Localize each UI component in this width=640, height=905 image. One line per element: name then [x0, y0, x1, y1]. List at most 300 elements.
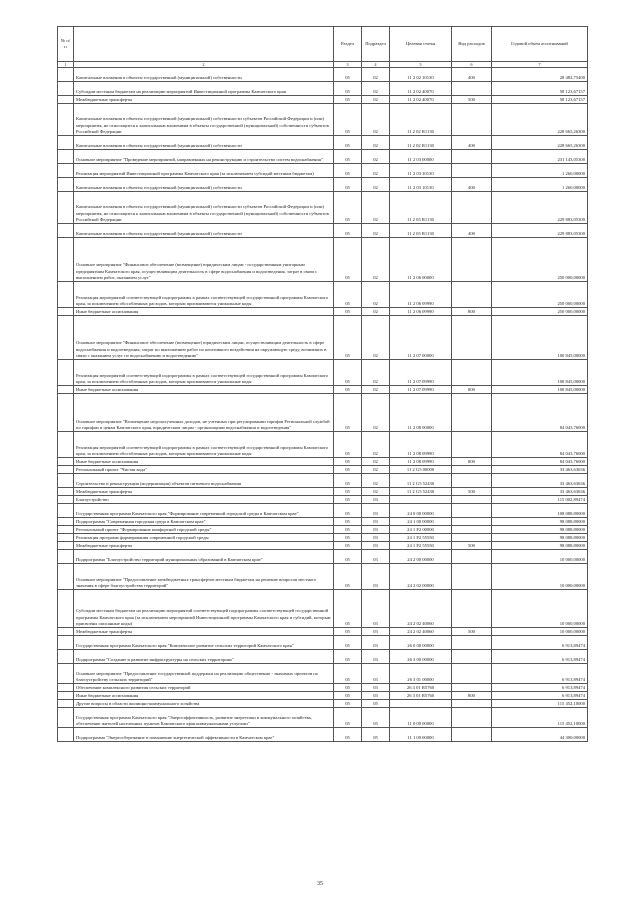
- row-amount-cell: 250 000,00000: [492, 308, 588, 316]
- row-section-cell: 05: [334, 104, 362, 136]
- header-target: Целевая статья: [390, 27, 452, 62]
- row-section-cell: 05: [334, 238, 362, 282]
- row-kind-cell: [452, 700, 492, 708]
- row-kind-cell: [452, 664, 492, 684]
- row-num-cell: [58, 692, 74, 700]
- row-section-cell: 05: [334, 164, 362, 178]
- table-row: [58, 82, 588, 96]
- row-num-cell: [58, 96, 74, 104]
- table-row: [58, 564, 588, 590]
- table-row: [58, 386, 588, 394]
- row-section-cell: 05: [334, 394, 362, 432]
- row-target-cell: 11 2 08 09990: [390, 432, 452, 458]
- row-amount-cell: 84 043,76000: [492, 432, 588, 458]
- row-name-cell: Капитальные вложения в объекты государственной (муниципальной) собственности субъектов Российской Федерации и (или) мероприятия, не относящиеся к капитальным вложениям в объекты государственной (муниципальной) собственности субъектов Российской Федерации: [74, 104, 334, 136]
- row-num-cell: [58, 224, 74, 238]
- row-num-cell: [58, 316, 74, 360]
- row-subsection-cell: 02: [362, 238, 390, 282]
- row-section-cell: 05: [334, 684, 362, 692]
- table-row: [58, 96, 588, 104]
- row-num-cell: [58, 68, 74, 82]
- row-num-cell: [58, 650, 74, 664]
- row-amount-cell: 98 088,80000: [492, 542, 588, 550]
- row-target-cell: 11 2 03 R1130: [390, 192, 452, 224]
- row-amount-cell: 84 043,76000: [492, 458, 588, 466]
- table-row: [58, 316, 588, 360]
- row-kind-cell: [452, 650, 492, 664]
- row-subsection-cell: 02: [362, 192, 390, 224]
- row-section-cell: 05: [334, 708, 362, 728]
- header-name: [74, 27, 334, 62]
- table-row: [58, 458, 588, 466]
- row-target-cell: 11 2 02 40070: [390, 82, 452, 96]
- table-row: [58, 150, 588, 164]
- row-num-cell: [58, 282, 74, 308]
- table-row: [58, 432, 588, 458]
- row-amount-cell: 84 043,76000: [492, 394, 588, 432]
- row-num-cell: [58, 178, 74, 192]
- row-amount-cell: 33 463,63636: [492, 466, 588, 474]
- row-target-cell: 24 1 F2 55550: [390, 534, 452, 542]
- row-target-cell: 11 2 07 09990: [390, 386, 452, 394]
- row-name-cell: Реализация мероприятий Инвестиционной программы Камчатского края (за исключением субсидий местным бюджетам): [74, 164, 334, 178]
- table-row: [58, 628, 588, 636]
- row-subsection-cell: 02: [362, 178, 390, 192]
- row-target-cell: 24 2 02 00000: [390, 564, 452, 590]
- row-num-cell: [58, 590, 74, 628]
- row-section-cell: 05: [334, 178, 362, 192]
- row-kind-cell: 800: [452, 458, 492, 466]
- row-kind-cell: [452, 466, 492, 474]
- row-num-cell: [58, 700, 74, 708]
- table-row: [58, 488, 588, 496]
- row-target-cell: 11 2 03 R1130: [390, 224, 452, 238]
- row-amount-cell: 10 000,00000: [492, 550, 588, 564]
- row-num-cell: [58, 496, 74, 504]
- row-kind-cell: 500: [452, 96, 492, 104]
- row-num-cell: [58, 564, 74, 590]
- row-subsection-cell: 02: [362, 394, 390, 432]
- row-target-cell: 11 2 08 00000: [390, 394, 452, 432]
- row-amount-cell: 6 913,89474: [492, 692, 588, 700]
- row-section-cell: 05: [334, 692, 362, 700]
- table-row: [58, 650, 588, 664]
- row-amount-cell: 6 913,89474: [492, 664, 588, 684]
- row-target-cell: 24 1 00 00000: [390, 518, 452, 526]
- row-name-cell: Обеспечение комплексного развития сельских территорий: [74, 684, 334, 692]
- header-total: Годовой объем ассигнований: [492, 27, 588, 62]
- row-num-cell: [58, 518, 74, 526]
- row-amount-cell: 10 000,00000: [492, 590, 588, 628]
- row-name-cell: Государственная программа Камчатского края "Формирование современной городской среды в Камчатском крае": [74, 504, 334, 518]
- row-amount-cell: 250 000,00000: [492, 238, 588, 282]
- table-row: [58, 192, 588, 224]
- row-section-cell: 05: [334, 636, 362, 650]
- row-subsection-cell: 03: [362, 684, 390, 692]
- row-kind-cell: [452, 474, 492, 488]
- colnum: 7: [492, 62, 588, 68]
- row-kind-cell: [452, 238, 492, 282]
- table-row: [58, 282, 588, 308]
- colnum: 1: [58, 62, 74, 68]
- row-amount-cell: 229 883,05300: [492, 224, 588, 238]
- table-row: [58, 590, 588, 628]
- row-target-cell: 24 1 F2 00000: [390, 526, 452, 534]
- table-row: [58, 550, 588, 564]
- row-section-cell: 05: [334, 526, 362, 534]
- row-target-cell: 26 3 01 R5760: [390, 692, 452, 700]
- row-num-cell: [58, 636, 74, 650]
- row-amount-cell: 98 088,80000: [492, 526, 588, 534]
- row-kind-cell: [452, 728, 492, 742]
- row-amount-cell: 108 088,80000: [492, 504, 588, 518]
- row-subsection-cell: 03: [362, 664, 390, 684]
- row-section-cell: 05: [334, 474, 362, 488]
- row-target-cell: 26 3 00 00000: [390, 650, 452, 664]
- row-kind-cell: [452, 708, 492, 728]
- row-name-cell: Государственная программа Камчатского края "Комплексное развитие сельских территорий Камчатского края": [74, 636, 334, 650]
- row-section-cell: 05: [334, 386, 362, 394]
- row-kind-cell: [452, 316, 492, 360]
- row-amount-cell: 100 845,00000: [492, 360, 588, 386]
- row-kind-cell: 400: [452, 224, 492, 238]
- row-target-cell: 11 2 02 R1130: [390, 136, 452, 150]
- row-amount-cell: 1 260,00000: [492, 164, 588, 178]
- table-row: [58, 164, 588, 178]
- row-target-cell: 11 2 02 40070: [390, 96, 452, 104]
- row-name-cell: Субсидии местным бюджетам на реализацию мероприятий Инвестиционной программы Камчатского края: [74, 82, 334, 96]
- row-name-cell: Реализация мероприятий соответствующей подпрограммы в рамках соответствующей государственной программы Камчатского края, за исключением обособленных расходов, которым присваиваются уникальные коды: [74, 282, 334, 308]
- row-subsection-cell: 03: [362, 526, 390, 534]
- row-section-cell: 05: [334, 518, 362, 526]
- row-target-cell: [390, 700, 452, 708]
- row-target-cell: 11 2 07 00000: [390, 316, 452, 360]
- row-kind-cell: 500: [452, 542, 492, 550]
- budget-table-sheet: [57, 26, 587, 742]
- row-name-cell: Капитальные вложения в объекты государственной (муниципальной) собственности: [74, 178, 334, 192]
- row-num-cell: [58, 534, 74, 542]
- row-amount-cell: 115 002,89474: [492, 496, 588, 504]
- row-name-cell: Подпрограмма "Создание и развитие инфраструктуры на сельских территориях": [74, 650, 334, 664]
- table-row: [58, 518, 588, 526]
- row-target-cell: [390, 496, 452, 504]
- row-num-cell: [58, 82, 74, 96]
- row-kind-cell: 800: [452, 308, 492, 316]
- row-section-cell: 05: [334, 432, 362, 458]
- row-num-cell: [58, 432, 74, 458]
- table-body: [58, 68, 588, 742]
- table-row: [58, 534, 588, 542]
- row-kind-cell: 500: [452, 628, 492, 636]
- row-subsection-cell: 05: [362, 728, 390, 742]
- row-name-cell: Основное мероприятие "Проведение мероприятий, направленных на реконструкцию и строительство систем водоснабжения": [74, 150, 334, 164]
- row-name-cell: Строительство и реконструкция (модернизация) объектов питьевого водоснабжения: [74, 474, 334, 488]
- table-row: [58, 136, 588, 150]
- row-subsection-cell: 02: [362, 386, 390, 394]
- colnum: 5: [390, 62, 452, 68]
- row-name-cell: Государственная программа Камчатского края "Энергоэффективность, развитие энергетики и коммунального хозяйства, обеспечение жителей населенных пунктов Камчатского края коммунальными услугами": [74, 708, 334, 728]
- row-subsection-cell: 02: [362, 458, 390, 466]
- row-kind-cell: [452, 432, 492, 458]
- row-target-cell: 11 2 03 10130: [390, 164, 452, 178]
- row-target-cell: 11 2 G5 00000: [390, 466, 452, 474]
- row-subsection-cell: 02: [362, 82, 390, 96]
- row-section-cell: 05: [334, 68, 362, 82]
- row-amount-cell: 100 845,00000: [492, 316, 588, 360]
- row-num-cell: [58, 628, 74, 636]
- row-amount-cell: 250 000,00000: [492, 282, 588, 308]
- row-section-cell: 05: [334, 224, 362, 238]
- budget-table: [57, 26, 588, 742]
- row-name-cell: Реализация программ формирования современной городской среды: [74, 534, 334, 542]
- row-subsection-cell: 02: [362, 136, 390, 150]
- row-num-cell: [58, 550, 74, 564]
- row-name-cell: Благоустройство: [74, 496, 334, 504]
- row-section-cell: 05: [334, 650, 362, 664]
- row-target-cell: 26 3 01 R5760: [390, 684, 452, 692]
- row-name-cell: Реализация мероприятий соответствующей подпрограммы в рамках соответствующей государственной программы Камчатского края, за исключением обособленных расходов, которым присваиваются уникальные коды: [74, 432, 334, 458]
- row-amount-cell: 33 463,63636: [492, 474, 588, 488]
- row-section-cell: 05: [334, 466, 362, 474]
- row-name-cell: Основное мероприятие "Предоставление межбюджетных трансфертов местным бюджетам на решение вопросов местного значения в сфере благоустройства территорий": [74, 564, 334, 590]
- row-kind-cell: 400: [452, 68, 492, 82]
- row-amount-cell: 58 123,67157: [492, 82, 588, 96]
- row-section-cell: 05: [334, 700, 362, 708]
- row-section-cell: 05: [334, 150, 362, 164]
- row-subsection-cell: 03: [362, 636, 390, 650]
- table-row: [58, 224, 588, 238]
- row-num-cell: [58, 542, 74, 550]
- row-name-cell: Основное мероприятие "Предоставление государственной поддержки на реализацию общественно - значимых проектов по благоустройству сельских территорий": [74, 664, 334, 684]
- row-amount-cell: 1 260,00000: [492, 178, 588, 192]
- row-name-cell: Межбюджетные трансферты: [74, 542, 334, 550]
- row-section-cell: 05: [334, 564, 362, 590]
- row-section-cell: 05: [334, 192, 362, 224]
- row-subsection-cell: 02: [362, 360, 390, 386]
- row-section-cell: 05: [334, 360, 362, 386]
- row-kind-cell: [452, 504, 492, 518]
- table-row: [58, 728, 588, 742]
- row-section-cell: 05: [334, 542, 362, 550]
- row-section-cell: 05: [334, 458, 362, 466]
- row-num-cell: [58, 684, 74, 692]
- row-subsection-cell: 02: [362, 466, 390, 474]
- row-num-cell: [58, 526, 74, 534]
- row-kind-cell: [452, 684, 492, 692]
- row-amount-cell: 6 913,89474: [492, 684, 588, 692]
- row-subsection-cell: 02: [362, 104, 390, 136]
- row-section-cell: 05: [334, 628, 362, 636]
- row-subsection-cell: 03: [362, 564, 390, 590]
- row-num-cell: [58, 474, 74, 488]
- row-kind-cell: [452, 534, 492, 542]
- row-amount-cell: 6 913,89474: [492, 650, 588, 664]
- row-subsection-cell: 02: [362, 474, 390, 488]
- row-name-cell: Субсидии местным бюджетам на реализацию мероприятий соответствующей подпрограммы соответствующей государственной программы Камчатского края (за исключением мероприятий Инвестиционной программы Камчатского края и субсидий, которым присвоены описанные коды): [74, 590, 334, 628]
- row-target-cell: 11 2 08 09990: [390, 458, 452, 466]
- row-kind-cell: [452, 526, 492, 534]
- row-name-cell: Капитальные вложения в объекты государственной (муниципальной) собственности: [74, 224, 334, 238]
- row-kind-cell: 400: [452, 136, 492, 150]
- row-subsection-cell: 02: [362, 164, 390, 178]
- row-target-cell: 24 2 00 00000: [390, 550, 452, 564]
- row-subsection-cell: 02: [362, 432, 390, 458]
- row-section-cell: 05: [334, 496, 362, 504]
- row-section-cell: 05: [334, 96, 362, 104]
- header-subsection: Подраздел: [362, 27, 390, 62]
- table-row: [58, 636, 588, 650]
- row-num-cell: [58, 164, 74, 178]
- row-amount-cell: 58 123,67157: [492, 96, 588, 104]
- row-kind-cell: [452, 104, 492, 136]
- row-name-cell: Межбюджетные трансферты: [74, 628, 334, 636]
- row-amount-cell: 100 845,00000: [492, 386, 588, 394]
- row-subsection-cell: 03: [362, 542, 390, 550]
- row-name-cell: Иные бюджетные ассигнования: [74, 308, 334, 316]
- row-target-cell: 11 2 07 09990: [390, 360, 452, 386]
- row-section-cell: 05: [334, 136, 362, 150]
- row-amount-cell: 98 088,80000: [492, 518, 588, 526]
- table-row: [58, 104, 588, 136]
- row-name-cell: Подпрограмма "Благоустройство территорий муниципальных образований в Камчатском крае": [74, 550, 334, 564]
- row-name-cell: Подпрограмма "Энергосбережение и повышение энергетической эффективности в Камчатском крае": [74, 728, 334, 742]
- row-subsection-cell: 05: [362, 700, 390, 708]
- header-kind: Вид расходов: [452, 27, 492, 62]
- row-amount-cell: 6 913,89474: [492, 636, 588, 650]
- row-amount-cell: 98 088,80000: [492, 534, 588, 542]
- row-name-cell: Основное мероприятие "Возмещение недополученных доходов, не учтенных при регулировании тарифов Региональной службой по тарифам и ценам Камчатского края, юридическим лицам - организациям водоснабжения и водоотведения": [74, 394, 334, 432]
- row-subsection-cell: 03: [362, 692, 390, 700]
- row-kind-cell: [452, 394, 492, 432]
- row-kind-cell: [452, 192, 492, 224]
- row-subsection-cell: 03: [362, 534, 390, 542]
- row-name-cell: Капитальные вложения в объекты государственной (муниципальной) собственности субъектов Российской Федерации и (или) мероприятия, не относящиеся к капитальным вложениям в объекты государственной (муниципальной) собственности субъектов Российской Федерации: [74, 192, 334, 224]
- table-row: [58, 68, 588, 82]
- row-num-cell: [58, 458, 74, 466]
- row-name-cell: Реализация мероприятий соответствующей подпрограммы в рамках соответствующей государственной программы Камчатского края, за исключением обособленных расходов, которым присваиваются уникальные коды: [74, 360, 334, 386]
- colnum: 2: [74, 62, 334, 68]
- row-name-cell: Иные бюджетные ассигнования: [74, 386, 334, 394]
- row-subsection-cell: 02: [362, 308, 390, 316]
- row-kind-cell: [452, 360, 492, 386]
- table-row: [58, 542, 588, 550]
- row-target-cell: 11 2 06 00000: [390, 238, 452, 282]
- row-kind-cell: [452, 550, 492, 564]
- row-target-cell: 11 0 00 00000: [390, 708, 452, 728]
- row-subsection-cell: 03: [362, 496, 390, 504]
- row-kind-cell: [452, 496, 492, 504]
- row-amount-cell: 10 000,00000: [492, 564, 588, 590]
- colnum: 4: [362, 62, 390, 68]
- row-section-cell: 05: [334, 308, 362, 316]
- row-section-cell: 05: [334, 282, 362, 308]
- row-num-cell: [58, 308, 74, 316]
- row-num-cell: [58, 104, 74, 136]
- colnum: 6: [452, 62, 492, 68]
- row-kind-cell: [452, 518, 492, 526]
- header-num: № п/п: [58, 27, 74, 62]
- row-subsection-cell: 03: [362, 628, 390, 636]
- row-subsection-cell: 05: [362, 708, 390, 728]
- table-row: [58, 360, 588, 386]
- row-amount-cell: 228 665,26300: [492, 136, 588, 150]
- row-kind-cell: 500: [452, 488, 492, 496]
- row-num-cell: [58, 664, 74, 684]
- row-subsection-cell: 03: [362, 504, 390, 518]
- row-subsection-cell: 02: [362, 488, 390, 496]
- row-target-cell: 24 1 F2 55550: [390, 542, 452, 550]
- row-target-cell: 11 2 03 10130: [390, 178, 452, 192]
- row-amount-cell: 228 665,26300: [492, 104, 588, 136]
- row-subsection-cell: 03: [362, 550, 390, 564]
- table-row: [58, 504, 588, 518]
- row-num-cell: [58, 488, 74, 496]
- row-target-cell: 26 0 00 00000: [390, 636, 452, 650]
- row-subsection-cell: 02: [362, 316, 390, 360]
- row-section-cell: 05: [334, 534, 362, 542]
- row-name-cell: Основное мероприятие "Финансовое обеспечение (возмещение) юридическим лицам, осуществляющим деятельность в сфере водоснабжения и водоотведения, затрат по выполнению работ по негативного воздействия на окружающую среду, возникших в связи с оказанием услуг по водоснабжению и водоотведению": [74, 316, 334, 360]
- row-target-cell: 11 1 00 00000: [390, 728, 452, 742]
- table-row: [58, 394, 588, 432]
- row-kind-cell: 800: [452, 692, 492, 700]
- row-section-cell: 05: [334, 316, 362, 360]
- row-num-cell: [58, 466, 74, 474]
- row-section-cell: 05: [334, 550, 362, 564]
- row-name-cell: Капитальные вложения в объекты государственной (муниципальной) собственности: [74, 136, 334, 150]
- row-amount-cell: 229 883,05300: [492, 192, 588, 224]
- row-num-cell: [58, 386, 74, 394]
- row-kind-cell: [452, 636, 492, 650]
- row-num-cell: [58, 238, 74, 282]
- row-amount-cell: 115 452,10000: [492, 708, 588, 728]
- row-kind-cell: 800: [452, 386, 492, 394]
- row-kind-cell: [452, 590, 492, 628]
- row-name-cell: Межбюджетные трансферты: [74, 488, 334, 496]
- row-num-cell: [58, 192, 74, 224]
- row-section-cell: 05: [334, 728, 362, 742]
- row-kind-cell: [452, 82, 492, 96]
- row-name-cell: Подпрограмма "Современная городская среда в Камчатском крае": [74, 518, 334, 526]
- table-row: [58, 526, 588, 534]
- row-num-cell: [58, 504, 74, 518]
- row-amount-cell: 28 482,75400: [492, 68, 588, 82]
- row-target-cell: 11 2 G5 52430: [390, 474, 452, 488]
- row-section-cell: 05: [334, 504, 362, 518]
- row-num-cell: [58, 728, 74, 742]
- row-target-cell: 26 3 01 00000: [390, 664, 452, 684]
- row-amount-cell: 115 452,10000: [492, 700, 588, 708]
- row-target-cell: 11 2 06 09990: [390, 308, 452, 316]
- row-target-cell: 24 2 02 40060: [390, 590, 452, 628]
- table-row: [58, 496, 588, 504]
- row-kind-cell: [452, 150, 492, 164]
- row-kind-cell: [452, 564, 492, 590]
- row-name-cell: Межбюджетные трансферты: [74, 96, 334, 104]
- row-subsection-cell: 03: [362, 590, 390, 628]
- row-kind-cell: [452, 282, 492, 308]
- row-target-cell: 24 0 00 00000: [390, 504, 452, 518]
- row-name-cell: Региональный проект "Формирование комфортной городской среды": [74, 526, 334, 534]
- row-subsection-cell: 02: [362, 68, 390, 82]
- row-section-cell: 05: [334, 488, 362, 496]
- table-row: [58, 308, 588, 316]
- row-subsection-cell: 02: [362, 224, 390, 238]
- row-kind-cell: [452, 164, 492, 178]
- table-header-row: [58, 27, 588, 62]
- row-subsection-cell: 02: [362, 282, 390, 308]
- row-name-cell: Иные бюджетные ассигнования: [74, 458, 334, 466]
- row-section-cell: 05: [334, 590, 362, 628]
